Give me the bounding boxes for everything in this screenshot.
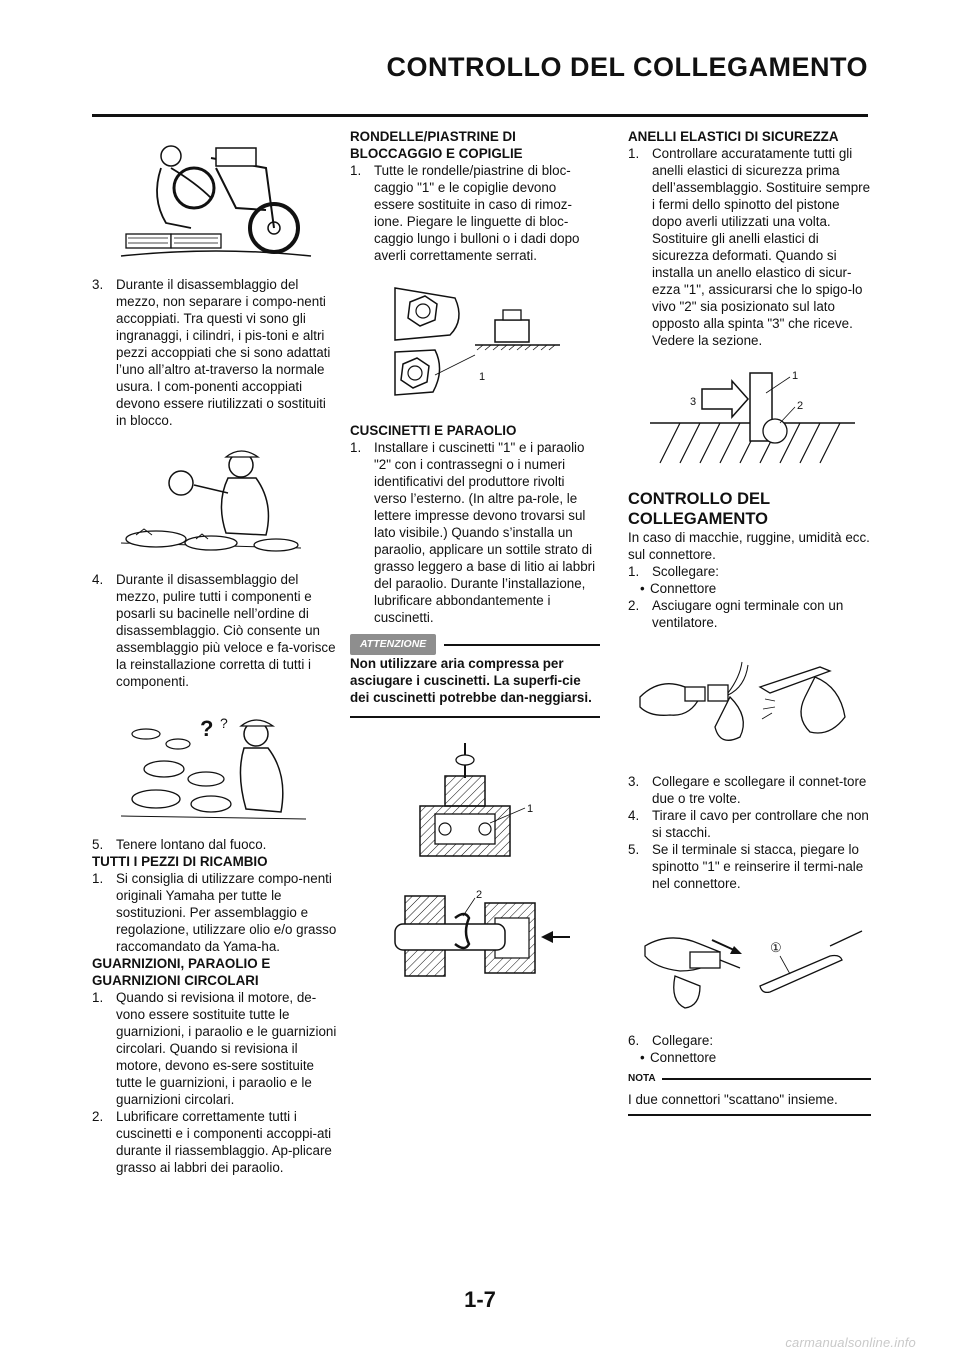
section-heading: GUARNIZIONI, PARAOLIO E GUARNIZIONI CIRCOLARI — [92, 956, 271, 988]
watermark: carmanualsonline.info — [785, 1335, 916, 1350]
sub-item-text: Connettore — [650, 1050, 717, 1065]
list-item-text: Tutte le rondelle/piastrine di bloc-caggio "1" e le copiglie devono essere sostituite in caso di rimoz-ione. Piegare le linguette di bloc-caggio lungo i bulloni o i dadi dopo averli correttamente serrati. — [374, 163, 580, 263]
list-number: 1. — [92, 990, 104, 1005]
callout-label: 2 — [476, 889, 483, 901]
motorcycle-illustration — [116, 128, 316, 268]
note-label: NOTA — [628, 1073, 656, 1084]
callout-label: 3 — [689, 396, 696, 408]
list-number: 1. — [92, 871, 104, 886]
bullet: • — [640, 581, 645, 596]
list-number: 6. — [628, 1033, 640, 1048]
circlip-section-diagram — [640, 363, 860, 473]
attention-text: Non utilizzare aria compressa per asciugare i cuscinetti. La superfi-cie dei cuscinetti potrebbe dan-neggiarsi. — [350, 656, 592, 705]
attention-badge: ATTENZIONE — [350, 634, 436, 655]
section-intro: In caso di macchie, ruggine, umidità ecc. sul connettore. — [628, 530, 870, 562]
note-text: I due connettori "scattano" insieme. — [628, 1092, 838, 1107]
section-heading: ANELLI ELASTICI DI SICUREZZA — [628, 129, 839, 144]
list-number: 2. — [92, 1109, 104, 1124]
list-number: 1. — [628, 564, 640, 579]
header-rule — [92, 114, 868, 117]
list-item-text: Tirare il cavo per controllare che non si stacchi. — [652, 808, 869, 840]
column-right — [628, 128, 871, 1116]
bullet: • — [640, 1050, 645, 1065]
note-rule — [662, 1078, 871, 1080]
confused-mechanic-illustration — [116, 704, 316, 826]
list-number: 5. — [92, 837, 104, 852]
list-item-text: Installare i cuscinetti "1" e i paraolio "2" con i contrassegni o i numeri identificativi del produttore rivolti verso l’esterno. (In altre pa-role, le lettere impresse devono trovarsi sul lato visibile.) Quando s’installa un paraolio, applicare un sottile strato di grasso leggero a base di litio ai labbri del paraolio. Durante l’installazione, lubrificare abbondantemente i cuscinetti. — [374, 440, 596, 625]
column-middle — [350, 128, 600, 998]
list-item-text: Controllare accuratamente tutti gli anelli elastici di sicurezza prima dell’assemblaggio. Sostituire sempre i fermi dello spinotto del pistone dopo averli utilizzati una volta. Sostituire gli anelli elastici di sicurezza deformati. Quando si installa un anello elastico di sicur-ezza "1", assicurarsi che lo spigo-lo vivo "2" sia posizionato sul lato opposto alla spinta "3" che riceve. Vedere la sezione. — [652, 146, 871, 348]
callout-label: ① — [769, 940, 782, 955]
svg-text:?: ? — [200, 716, 214, 741]
list-number: 1. — [350, 163, 362, 178]
list-number: 5. — [628, 842, 640, 857]
attention-box — [350, 634, 600, 718]
list-number: 2. — [628, 598, 640, 613]
mechanic-cleaning-illustration — [116, 443, 316, 561]
list-item-text: Collegare e scollegare il connet-tore due o tre volte. — [652, 774, 867, 806]
list-number: 3. — [628, 774, 640, 789]
page-number: 1-7 — [464, 1287, 496, 1312]
section-title: CONTROLLO DEL COLLEGAMENTO — [628, 490, 770, 528]
attention-rule — [444, 644, 600, 646]
callout-label: 1 — [479, 371, 486, 383]
column-left — [92, 128, 340, 1176]
svg-text:?: ? — [220, 715, 228, 731]
list-item-text: Tenere lontano dal fuoco. — [116, 837, 267, 852]
section-heading: CUSCINETTI E PARAOLIO — [350, 423, 517, 438]
list-item-text: Durante il disassemblaggio del mezzo, pulire tutti i componenti e posarli su bacinelle nell’ordine di disassemblaggio. Ciò consente un assemblaggio più veloce e fa-vorisce la reinstallazione corretta di tutti i componenti. — [116, 572, 336, 689]
list-number: 3. — [92, 277, 104, 292]
lock-washer-diagram — [375, 280, 575, 408]
attention-rule-bottom — [350, 716, 600, 718]
list-item-text: Quando si revisiona il motore, de-vono essere sostituite tutte le guarnizioni, i paraolio e le guarnizioni circolari. Quando si revisiona il motore, devono es-sere sostituite tutte le guarnizioni, i paraolio e le guarnizioni circolari. — [116, 990, 337, 1107]
bearing-seal-diagram — [375, 738, 575, 998]
callout-label: 1 — [791, 370, 798, 382]
sub-item-text: Connettore — [650, 581, 717, 596]
connector-drying-illustration — [630, 657, 870, 757]
note-box — [628, 1070, 871, 1116]
section-heading: RONDELLE/PIASTRINE DI BLOCCAGGIO E COPIGLIE — [350, 129, 523, 161]
list-number: 1. — [350, 440, 362, 455]
list-item-text: Collegare: — [652, 1033, 714, 1048]
section-heading: TUTTI I PEZZI DI RICAMBIO — [92, 854, 268, 869]
list-item-text: Lubrificare correttamente tutti i cuscinetti e i componenti accoppi-ati durante il riassemblaggio. Ap-plicare grasso ai labbri dei paraolio. — [116, 1109, 332, 1175]
note-rule-bottom — [628, 1114, 871, 1116]
page-title: CONTROLLO DEL COLLEGAMENTO — [386, 52, 868, 82]
connector-pin-illustration — [630, 916, 870, 1016]
list-number: 1. — [628, 146, 640, 161]
list-item-text: Asciugare ogni terminale con un ventilatore. — [652, 598, 844, 630]
list-item-text: Durante il disassemblaggio del mezzo, non separare i compo-nenti accoppiati. Tra questi vi sono gli ingranaggi, i cilindri, i pis-toni e altri pezzi accoppiati che si sono adattati l’uno all’altro at-traverso la normale usura. I com-ponenti accoppiati devono essere riutilizzati o sostituiti in blocco. — [116, 277, 331, 428]
list-item-text: Se il terminale si stacca, piegare lo spinotto "1" e reinserire il termi-nale nel connettore. — [652, 842, 864, 891]
callout-label: 2 — [796, 400, 803, 412]
list-number: 4. — [628, 808, 640, 823]
list-number: 4. — [92, 572, 104, 587]
callout-label: 1 — [527, 803, 534, 815]
list-item-text: Scollegare: — [652, 564, 719, 579]
list-item-text: Si consiglia di utilizzare compo-nenti originali Yamaha per tutte le sostituzioni. Per assemblaggio e regolazione, utilizzare olio e/o grasso raccomandato da Yama-ha. — [116, 871, 337, 954]
